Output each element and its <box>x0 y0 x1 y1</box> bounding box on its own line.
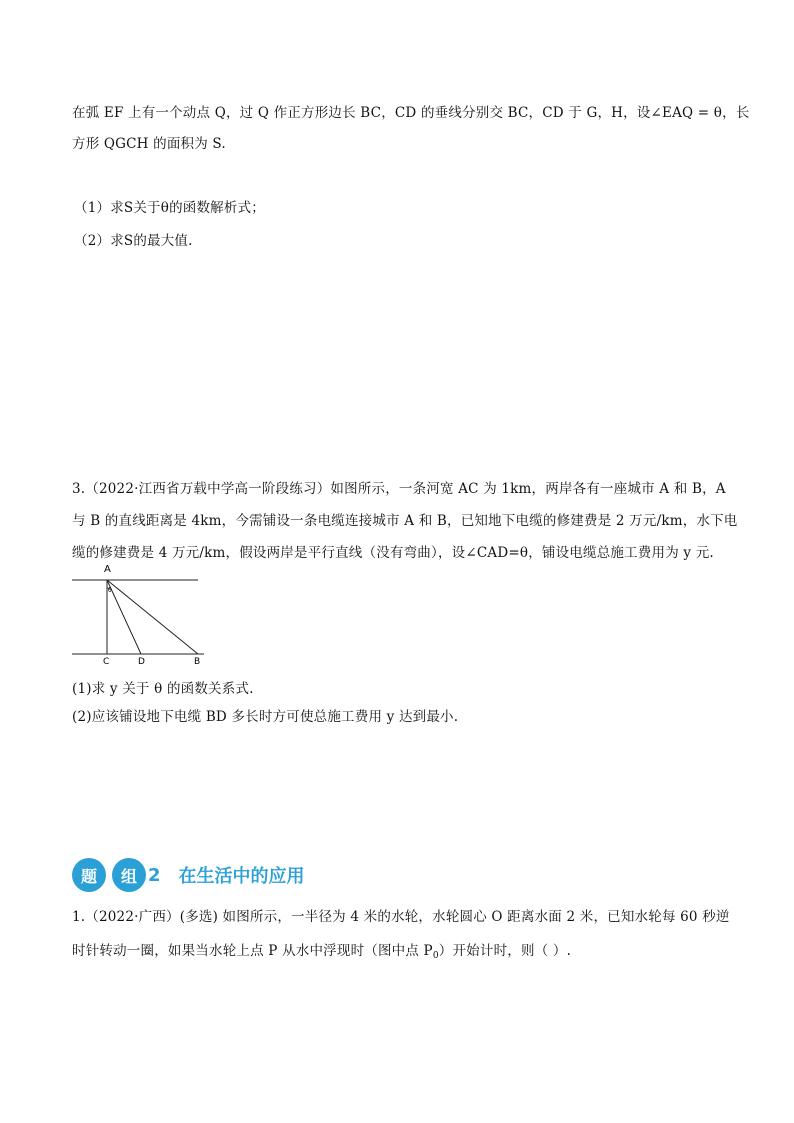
section-title: 在生活中的应用 <box>178 866 305 887</box>
label-theta: θ <box>108 587 112 594</box>
problem1-line2-post: ）开始计时，则（ ）. <box>438 943 572 959</box>
section-badge-ti: 题 <box>72 858 106 892</box>
problem1-line2-pre: 时针转动一圈，如果当水轮上点 P 从水中浮现时（图中点 P <box>72 943 433 959</box>
label-d: D <box>138 657 145 667</box>
label-c: C <box>103 657 110 667</box>
problem1-text-line2 <box>72 939 571 961</box>
label-a: A <box>104 564 111 575</box>
problem1-p0-subscript: 0 <box>432 951 439 961</box>
problem3-text-line2: 与 B 的直线距离是 4km，今需铺设一条电缆连接城市 A 和 B，已知地下电缆的修建费是 2 万元/km，水下电 <box>72 513 738 529</box>
section-number: 2 <box>148 864 161 886</box>
problem1-text-line1: 1.（2022·广西）(多选) 如图所示，一半径为 4 米的水轮，水轮圆心 O 距离水面 2 米，已知水轮每 60 秒逆 <box>72 909 730 925</box>
problem2-text-line2: 方形 QGCH 的面积为 S. <box>72 136 226 152</box>
problem3-text-line3: 缆的修建费是 4 万元/km，假设两岸是平行直线（没有弯曲），设∠CAD=θ，铺设电缆总施工费用为 y 元. <box>72 545 714 561</box>
segment-ab <box>107 580 198 654</box>
problem2-text-line1: 在弧 EF 上有一个动点 Q，过 Q 作正方形边长 BC，CD 的垂线分别交 BC，CD 于 G，H，设∠EAQ = θ，长 <box>72 105 750 121</box>
section-badge-zu: 组 <box>112 858 146 892</box>
problem2-question1: （1）求S关于θ的函数解析式； <box>74 200 265 216</box>
section-heading <box>72 857 305 893</box>
label-b: B <box>194 657 201 667</box>
problem3-question2: (2)应该铺设地下电缆 BD 多长时方可使总施工费用 y 达到最小. <box>72 709 459 725</box>
segment-ad <box>107 580 141 654</box>
river-cable-figure <box>70 560 210 668</box>
problem2-question2: （2）求S的最大值. <box>74 233 193 249</box>
problem3-question1: (1)求 y 关于 θ 的函数关系式. <box>72 681 254 697</box>
problem3-text-line1: 3.（2022·江西省万载中学高一阶段练习）如图所示，一条河宽 AC 为 1km，两岸各有一座城市 A 和 B，A <box>72 481 726 497</box>
